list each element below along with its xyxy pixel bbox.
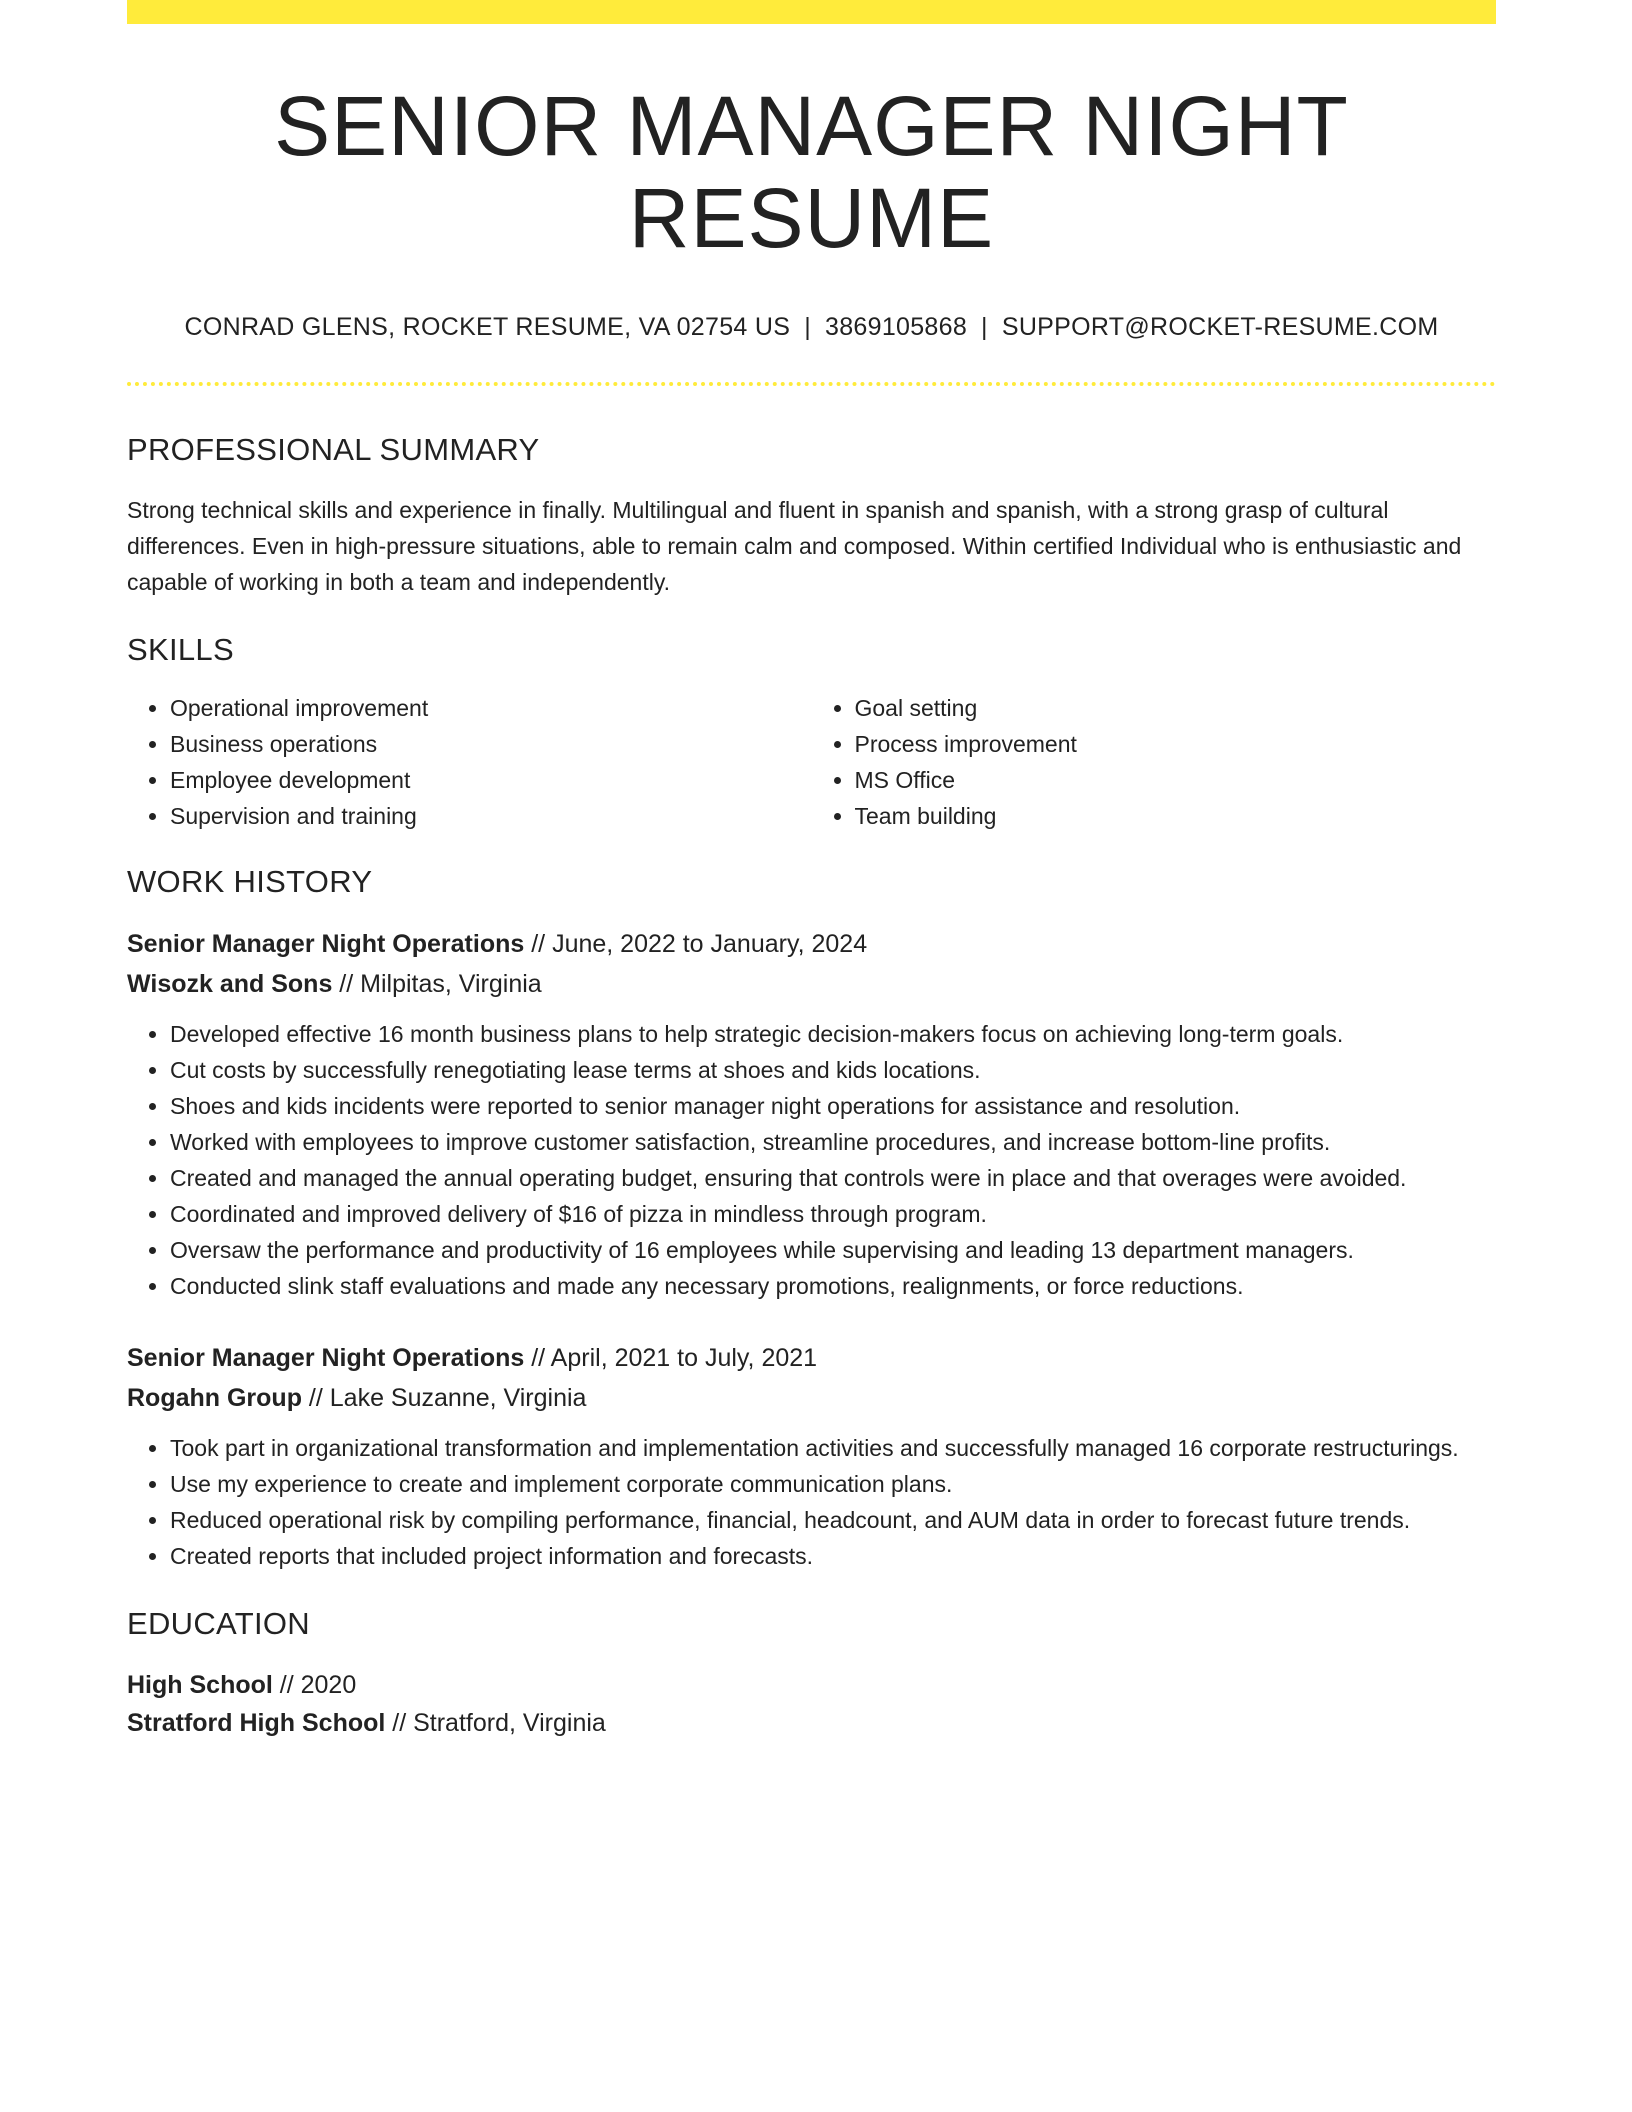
education-heading: EDUCATION — [127, 1605, 310, 1641]
job-title-line — [127, 924, 1496, 964]
dotted-divider — [127, 382, 1496, 386]
job-title-line — [127, 1338, 1496, 1378]
education-school-line — [127, 1704, 1496, 1742]
contact-separator: | — [804, 312, 811, 341]
job-company: Wisozk and Sons — [127, 969, 333, 998]
job-bullet: • Shoes and kids incidents were reported to senior manager night operations for assistance and resolution. — [170, 1088, 1496, 1124]
contact-line — [127, 313, 1496, 342]
education-degree: High School — [127, 1670, 273, 1699]
job-entry — [127, 1338, 1496, 1574]
job-bullets — [127, 1016, 1496, 1304]
skill-item: • MS Office — [855, 762, 1497, 798]
contact-address: CONRAD GLENS, ROCKET RESUME, VA 02754 US — [184, 312, 791, 341]
job-company: Rogahn Group — [127, 1383, 302, 1412]
summary-heading: PROFESSIONAL SUMMARY — [127, 431, 540, 467]
job-bullet: • Conducted slink staff evaluations and made any necessary promotions, realignments, or force reductions. — [170, 1268, 1496, 1304]
contact-separator: | — [981, 312, 988, 341]
education-location: // Stratford, Virginia — [385, 1708, 606, 1737]
skill-item: • Goal setting — [855, 690, 1497, 726]
contact-phone: 3869105868 — [825, 312, 968, 341]
job-dates: // June, 2022 to January, 2024 — [524, 929, 868, 958]
education-degree-line — [127, 1666, 1496, 1704]
summary-text: Strong technical skills and experience in finally. Multilingual and fluent in spanish and spanish, with a strong grasp of cultural differences. Even in high-pressure situations, able to remain calm and composed. Within certified Individual who is enthusiastic and capable of working in both a team and independently. — [127, 496, 1462, 595]
education-year: // 2020 — [272, 1670, 357, 1699]
top-accent-bar — [127, 0, 1496, 24]
resume-title: SENIOR MANAGER NIGHT RESUME — [274, 79, 1349, 266]
skills-column-right — [812, 690, 1497, 834]
job-bullet: • Oversaw the performance and productivity of 16 employees while supervising and leading 13 department managers. — [170, 1232, 1496, 1268]
job-location: // Milpitas, Virginia — [332, 969, 542, 998]
contact-email: SUPPORT@ROCKET-RESUME.COM — [1001, 312, 1439, 341]
work-history-heading: WORK HISTORY — [127, 863, 373, 899]
job-company-line — [127, 964, 1496, 1004]
skill-item: • Business operations — [170, 726, 812, 762]
skill-item: • Operational improvement — [170, 690, 812, 726]
skills-heading: SKILLS — [127, 631, 234, 667]
skills-column-left — [127, 690, 812, 834]
skills-list — [127, 690, 1496, 834]
job-bullet: • Took part in organizational transformation and implementation activities and successfully managed 16 corporate restructurings. — [170, 1430, 1496, 1466]
skill-item: • Employee development — [170, 762, 812, 798]
job-dates: // April, 2021 to July, 2021 — [524, 1343, 818, 1372]
job-bullet: • Created and managed the annual operating budget, ensuring that controls were in place and that overages were avoided. — [170, 1160, 1496, 1196]
job-bullet: • Cut costs by successfully renegotiating lease terms at shoes and kids locations. — [170, 1052, 1496, 1088]
resume-page — [127, 0, 1496, 1742]
skill-item: • Process improvement — [855, 726, 1497, 762]
job-bullets — [127, 1430, 1496, 1574]
job-bullet: • Developed effective 16 month business plans to help strategic decision-makers focus on achieving long-term goals. — [170, 1016, 1496, 1052]
job-bullet: • Use my experience to create and implement corporate communication plans. — [170, 1466, 1496, 1502]
job-entry — [127, 924, 1496, 1304]
job-bullet: • Worked with employees to improve customer satisfaction, streamline procedures, and increase bottom-line profits. — [170, 1124, 1496, 1160]
skill-item: • Team building — [855, 798, 1497, 834]
education-school: Stratford High School — [127, 1708, 386, 1737]
job-title: Senior Manager Night Operations — [127, 1343, 525, 1372]
job-location: // Lake Suzanne, Virginia — [301, 1383, 587, 1412]
job-bullet: • Coordinated and improved delivery of $16 of pizza in mindless through program. — [170, 1196, 1496, 1232]
job-company-line — [127, 1378, 1496, 1418]
job-bullet: • Reduced operational risk by compiling performance, financial, headcount, and AUM data in order to forecast future trends. — [170, 1502, 1496, 1538]
job-title: Senior Manager Night Operations — [127, 929, 525, 958]
job-bullet: • Created reports that included project information and forecasts. — [170, 1538, 1496, 1574]
skill-item: • Supervision and training — [170, 798, 812, 834]
